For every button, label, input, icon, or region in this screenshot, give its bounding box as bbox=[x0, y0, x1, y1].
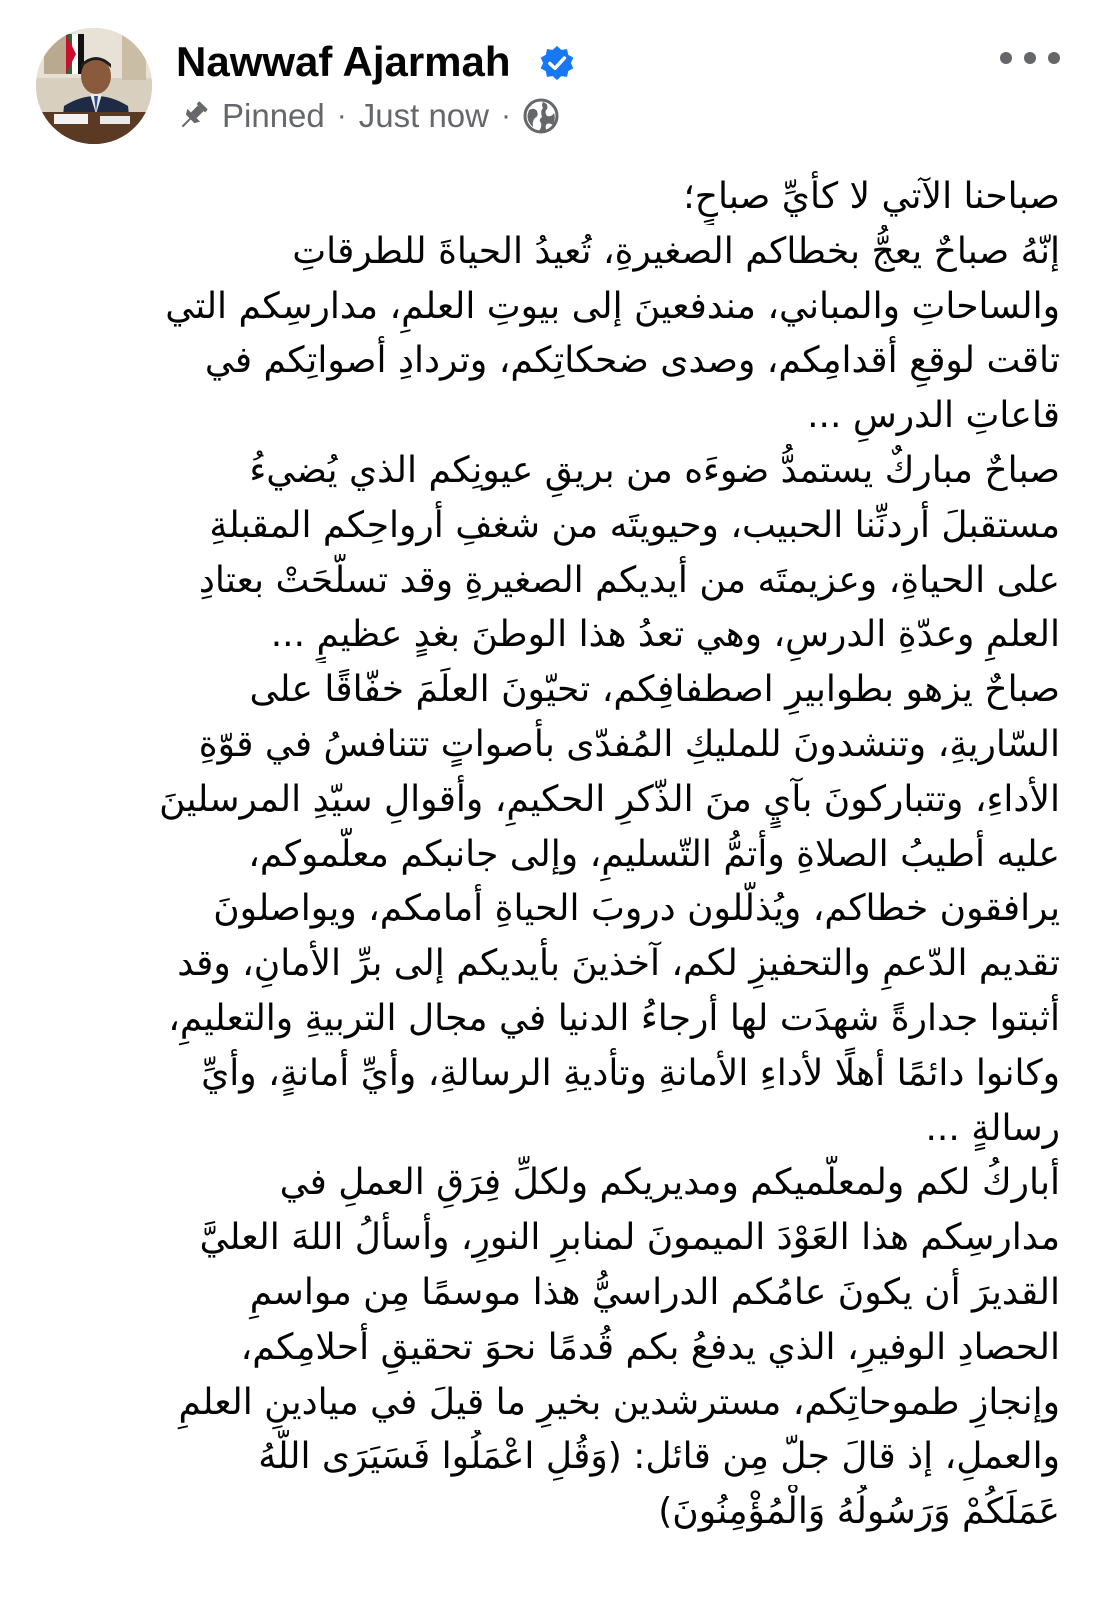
more-options-button[interactable] bbox=[1000, 40, 1060, 76]
post-meta bbox=[176, 94, 559, 138]
post-header bbox=[0, 0, 1116, 160]
post-text-line: أثبتوا جدارةً شهدَت لها أرجاءُ الدنيا في مجال التربيةِ والتعليمِ، bbox=[168, 997, 1060, 1039]
pinned-label: Pinned bbox=[222, 97, 325, 134]
post-text-line: القديرَ أن يكونَ عامُكم الدراسيُّ هذا موسمًا مِن مواسمِ bbox=[249, 1271, 1060, 1313]
post-text-line: قاعاتِ الدرسِ ... bbox=[807, 395, 1060, 437]
post-text-line: صباحنا الآتي لا كأيِّ صباحٍ؛ bbox=[683, 176, 1060, 217]
globe-icon[interactable] bbox=[523, 98, 559, 134]
more-options-icon bbox=[1048, 52, 1060, 64]
more-options-icon bbox=[1000, 52, 1012, 64]
post-text-line: رسالةٍ ... bbox=[925, 1107, 1060, 1149]
post-text-line: تاقت لوقعِ أقدامِكم، وصدى ضحكاتِكم، وتردادِ أصواتِكم في bbox=[204, 340, 1060, 382]
post-text-line: تقديم الدّعمِ والتحفيزِ لكم، آخذينَ بأيديكم إلى برِّ الأمانِ، وقد bbox=[177, 943, 1060, 985]
post-text-line: والعملِ، إذ قالَ جلّ مِن قائل: (وَقُلِ اعْمَلُوا فَسَيَرَى اللَّهُ bbox=[258, 1436, 1060, 1478]
post-text-line: أباركُ لكم ولمعلّميكم ومديريكم ولكلِّ فِرَقِ العملِ في bbox=[279, 1162, 1060, 1204]
post-text-line: إنّهُ صباحٌ يعجُّ بخطاكم الصغيرةِ، تُعيدُ الحياةَ للطرقاتِ bbox=[292, 230, 1060, 272]
post-text-line: مستقبلَ أردنِّنا الحبيب، وحيويتَه من شغفِ أرواحِكم المقبلةِ bbox=[209, 504, 1060, 546]
verified-badge-icon bbox=[538, 44, 576, 82]
post-text-line: الحصادِ الوفيرِ، الذي يدفعُ بكم قُدمًا نحوَ تحقيقِ أحلامِكم، bbox=[240, 1326, 1060, 1368]
post-text-line: وكانوا دائمًا أهلًا لأداءِ الأمانةِ وتأديةِ الرسالةِ، وأيِّ أمانةٍ، وأيِّ bbox=[201, 1052, 1060, 1094]
post-text-line: عليه أطيبُ الصلاةِ وأتمُّ التّسليمِ، وإلى جانبكم معلّموكم، bbox=[248, 833, 1060, 875]
post-text-line: عَمَلَكُمْ وَرَسُولُهُ وَالْمُؤْمِنُونَ) bbox=[658, 1491, 1060, 1533]
avatar-photo bbox=[36, 28, 152, 144]
post-text-line: والساحاتِ والمباني، مندفعينَ إلى بيوتِ العلمِ، مدارسِكم التي bbox=[165, 285, 1060, 327]
post-text-line: وإنجازِ طموحاتِكم، مسترشدين بخيرِ ما قيلَ في ميادينِ العلمِ bbox=[178, 1381, 1060, 1423]
pin-icon bbox=[176, 99, 210, 133]
author-name[interactable]: Nawwaf Ajarmah bbox=[176, 38, 511, 85]
post-text-line: صباحٌ يزهو بطوابيرِ اصطفافِكم، تحيّونَ العلَمَ خفّاقًا على bbox=[249, 669, 1060, 711]
post-text-line: السّاريةِ، وتنشدونَ للمليكِ المُفدّى بأصواتٍ تتنافسُ في قوّةِ bbox=[198, 723, 1060, 765]
post-text-line: يرافقون خطاكم، ويُذلّلون دروبَ الحياةِ أمامكم، ويواصلونَ bbox=[213, 888, 1060, 930]
avatar[interactable] bbox=[36, 28, 152, 144]
post-timestamp[interactable]: Just now bbox=[358, 97, 489, 134]
post-text-line: مدارسِكم هذا العَوْدَ الميمونَ لمنابرِ النورِ، وأسألُ اللهَ العليَّ bbox=[199, 1217, 1060, 1259]
post-text-line: العلمِ وعدّةِ الدرسِ، وهي تعدُ هذا الوطنَ بغدٍ عظيمٍ ... bbox=[270, 614, 1060, 656]
meta-separator: · bbox=[501, 99, 511, 132]
meta-separator: · bbox=[336, 99, 347, 132]
post-text bbox=[50, 170, 1060, 1540]
post-text-line: على الحياةِ، وعزيمتَه من أيديكم الصغيرةِ وقد تسلّحَتْ بعتادِ bbox=[198, 559, 1060, 601]
more-options-icon bbox=[1024, 52, 1036, 64]
post-text-line: الأداءِ، وتتباركونَ بآيٍ منَ الذّكرِ الحكيمِ، وأقوالِ سيّدِ المرسلينَ bbox=[159, 778, 1060, 820]
post-text-line: صباحٌ مباركٌ يستمدُّ ضوءَه من بريقِ عيونِكم الذي يُضيءُ bbox=[249, 449, 1060, 491]
